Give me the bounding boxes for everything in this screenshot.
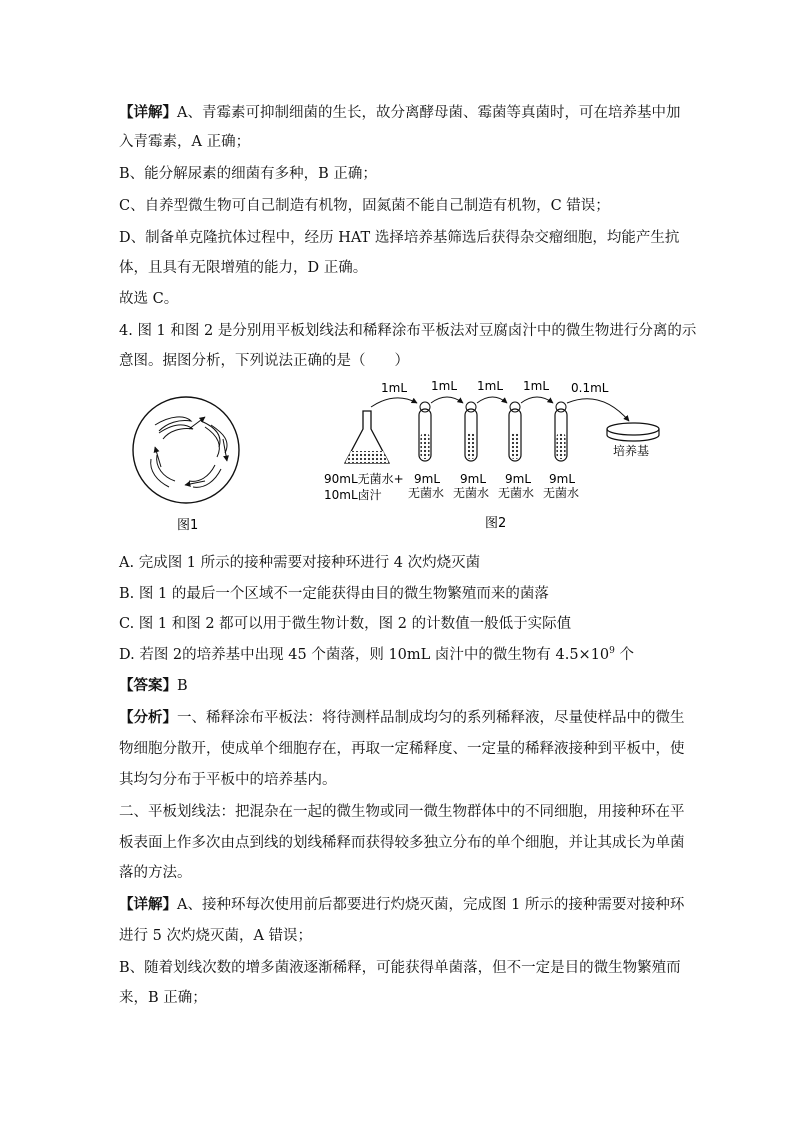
detail-line: 【详解】A、接种环每次使用前后都要进行灼烧灭菌，完成图 1 所示的接种需要对接种环 <box>119 896 685 913</box>
analysis-tag: 【分析】 <box>119 709 177 726</box>
detail-tag: 【详解】 <box>119 896 177 913</box>
test-tube-icon <box>509 402 521 461</box>
detail-line: B、随着划线次数的增多菌液逐渐稀释，可能获得单菌落，但不一定是目的微生物繁殖而 <box>119 960 681 976</box>
detail-option-d-cont: 体，且具有无限增殖的能力，D 正确。 <box>119 260 368 276</box>
detail-tag: 【详解】 <box>119 104 177 121</box>
transfer-volume-label: 1mL <box>477 379 504 393</box>
analysis-line: 物细胞分散开，使成单个细胞存在，再取一定稀释度、一定量的稀释液接种到平板中，使 <box>119 741 685 757</box>
transfer-volume-label: 1mL <box>431 379 458 393</box>
transfer-volume-label: 0.1mL <box>571 381 609 395</box>
answer-line <box>119 676 679 696</box>
tube-volume-label: 9mL <box>505 472 532 486</box>
choice-line: 故选 C。 <box>119 291 179 307</box>
detail-paragraph-line: 入青霉素，A 正确； <box>119 134 251 150</box>
answer-value: B <box>177 678 188 694</box>
tube-volume-label: 9mL <box>460 472 487 486</box>
tube-content-label: 无菌水 <box>543 486 580 500</box>
figure1-label: 图1 <box>177 518 199 533</box>
transfer-volume-label: 1mL <box>523 379 550 393</box>
analysis-line: 【分析】一、稀释涂布平板法：将待测样品制成均匀的系列稀释液，尽量使样品中的微生 <box>119 709 685 726</box>
tube-content-label: 无菌水 <box>453 486 490 500</box>
test-tube-icon <box>465 402 477 461</box>
detail-paragraph-line: 【详解】A、青霉素可抑制细菌的生长，故分离酵母菌、霉菌等真菌时，可在培养基中加 <box>119 104 681 121</box>
dish-label: 培养基 <box>613 444 650 458</box>
option-c: C. 图 1 和图 2 都可以用于微生物计数，图 2 的计数值一般低于实际值 <box>119 616 572 632</box>
test-tube-icon <box>555 402 567 461</box>
tube-content-label: 无菌水 <box>408 486 445 500</box>
analysis-line: 二、平板划线法：把混杂在一起的微生物或同一微生物群体中的不同细胞，用接种环在平 <box>119 804 685 820</box>
answer-tag: 【答案】 <box>119 677 177 694</box>
figure2-serial-dilution <box>345 397 659 463</box>
transfer-volume-label: 1mL <box>381 381 408 395</box>
analysis-line: 板表面上作多次由点到线的划线稀释而获得较多独立分布的单个细胞，并让其成长为单菌 <box>119 835 685 851</box>
option-d: D. 若图 2的培养基中出现 45 个菌落，则 10mL 卤汁中的微生物有 $4.5\times 10^9$ 个 <box>119 646 634 663</box>
question-stem: 4. 图 1 和图 2 是分别用平板划线法和稀释涂布平板法对豆腐卤汁中的微生物进行分离的示 <box>119 323 697 339</box>
detail-option-d: D、制备单克隆抗体过程中，经历 HAT 选择培养基筛选后获得杂交瘤细胞，均能产生抗 <box>119 230 680 246</box>
detail-line: 进行 5 次灼烧灭菌，A 错误； <box>119 928 313 944</box>
flask-label: 90mL无菌水+ <box>324 472 404 486</box>
figure2-label: 图2 <box>485 516 507 531</box>
tube-content-label: 无菌水 <box>498 486 535 500</box>
figure-svg <box>119 377 679 537</box>
detail-line: 来，B 正确； <box>119 990 207 1006</box>
tube-volume-label: 9mL <box>549 472 576 486</box>
analysis-line: 落的方法。 <box>119 865 192 881</box>
flask-label: 10mL卤汁 <box>324 488 382 502</box>
test-tube-icon <box>419 402 431 461</box>
analysis-line: 其均匀分布于平板中的培养基内。 <box>119 772 337 788</box>
option-b: B. 图 1 的最后一个区域不一定能获得由目的微生物繁殖而来的菌落 <box>119 586 549 602</box>
question-stem-cont: 意图。据图分析，下列说法正确的是（ ） <box>119 353 409 369</box>
detail-option-c: C、自养型微生物可自己制造有机物，固氮菌不能自己制造有机物，C 错误； <box>119 198 610 214</box>
tube-volume-label: 9mL <box>414 472 441 486</box>
question-figure <box>119 377 679 537</box>
figure1-streak-plate <box>133 397 239 503</box>
petri-dish-icon <box>607 423 659 441</box>
option-a: A. 完成图 1 所示的接种需要对接种环进行 4 次灼烧灭菌 <box>119 555 481 571</box>
detail-option-b: B、能分解尿素的细菌有多种，B 正确； <box>119 166 377 182</box>
